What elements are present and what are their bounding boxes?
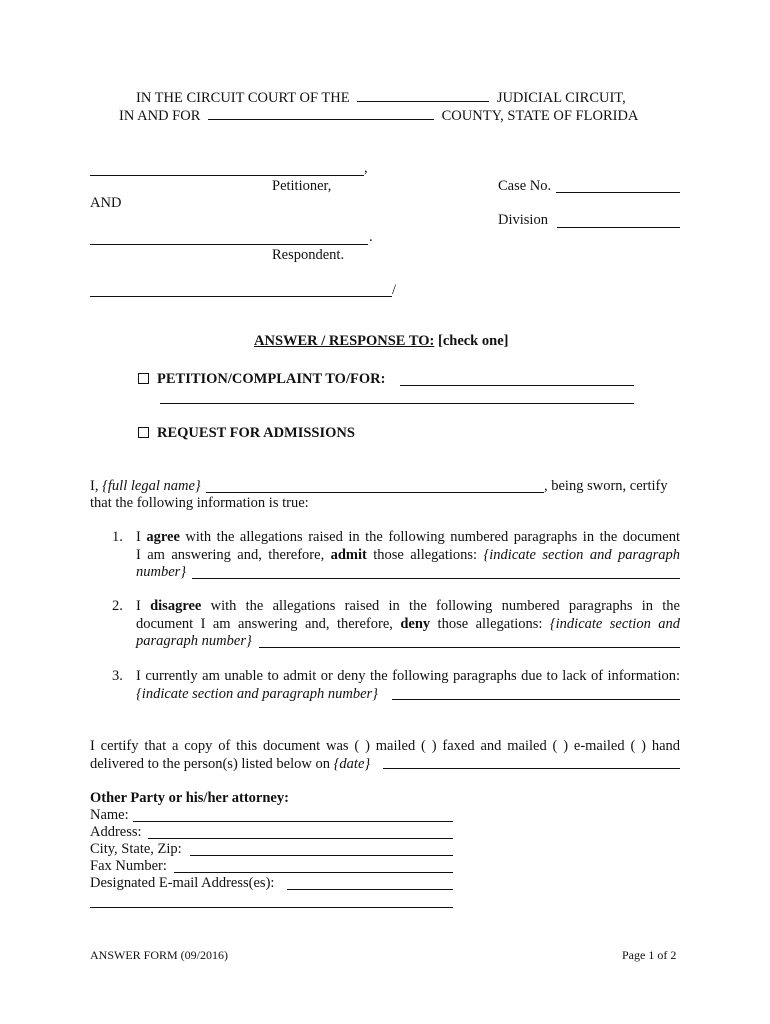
item-2-number: 2. xyxy=(112,598,123,614)
email-label: Designated E-mail Address(es): xyxy=(90,875,275,891)
item-1-hint: {indicate section and paragraph xyxy=(483,546,680,563)
attorney-line[interactable] xyxy=(90,296,392,297)
county-blank[interactable] xyxy=(208,118,434,120)
email-field-2[interactable] xyxy=(90,907,453,908)
item-3-number: 3. xyxy=(112,668,123,684)
item-1-l2a: I am answering and, therefore, xyxy=(136,546,331,563)
and-label: AND xyxy=(90,195,122,211)
item-3-hint: {indicate section and paragraph number} xyxy=(136,685,378,702)
case-no-label: Case No. xyxy=(498,178,552,194)
court-header-pre-2: IN AND FOR xyxy=(119,108,201,124)
item-1-agree: agree xyxy=(146,529,180,545)
footer-form-id: ANSWER FORM (09/2016) xyxy=(90,948,229,962)
address-field[interactable] xyxy=(148,838,453,839)
form-title-suffix: [check one] xyxy=(437,333,509,349)
respondent-period: . xyxy=(369,229,373,245)
address-label: Address: xyxy=(90,824,142,840)
item-2-disagree: disagree xyxy=(150,598,202,614)
item-2-l1a: I xyxy=(136,598,151,614)
option-petition-label: PETITION/COMPLAINT TO/FOR: xyxy=(157,371,386,387)
court-header-line-1 xyxy=(136,90,626,107)
division-field[interactable] xyxy=(557,227,680,228)
item-1-number: 1. xyxy=(112,529,123,545)
item-2-text xyxy=(136,598,680,651)
respondent-label: Respondent. xyxy=(272,247,345,263)
item-2-deny: deny xyxy=(400,615,431,632)
court-header-line-2 xyxy=(119,108,638,125)
intro-line-1 xyxy=(90,478,201,495)
caption-slash: / xyxy=(392,282,397,298)
name-hint: {full legal name} xyxy=(102,478,201,494)
petitioner-comma: , xyxy=(364,160,368,176)
item-2-field[interactable] xyxy=(259,647,680,648)
court-header-pre: IN THE CIRCUIT COURT OF THE xyxy=(136,90,350,106)
item-1-field[interactable] xyxy=(192,578,680,579)
item-1-l1a: I xyxy=(136,529,147,545)
fax-label: Fax Number: xyxy=(90,858,167,874)
city-field[interactable] xyxy=(190,855,453,856)
other-party-heading: Other Party or his/her attorney: xyxy=(90,790,289,806)
option-admissions xyxy=(138,425,355,442)
item-1-l1c: with the allegations raised in the following numbered paragraphs in the document xyxy=(179,529,680,545)
item-3-text xyxy=(136,668,680,703)
city-label: City, State, Zip: xyxy=(90,841,182,857)
form-title xyxy=(254,333,508,350)
email-field[interactable] xyxy=(287,889,453,890)
item-2-hint-end: paragraph number} xyxy=(136,633,252,649)
option-admissions-label: REQUEST FOR ADMISSIONS xyxy=(157,425,355,441)
certify-line-1: I certify that a copy of this document was ( ) mailed ( ) faxed and mailed ( ) e-mailed ( ) hand xyxy=(90,738,680,754)
item-1-admit: admit xyxy=(330,546,367,563)
item-2-l2c: those allegations: xyxy=(430,615,550,632)
item-2-hint: {indicate section and xyxy=(549,615,681,632)
fax-field[interactable] xyxy=(174,872,453,873)
court-header-post: JUDICIAL CIRCUIT, xyxy=(496,90,626,106)
case-no-field[interactable] xyxy=(556,192,680,193)
item-1-hint-end: number} xyxy=(136,564,187,580)
item-3-field[interactable] xyxy=(392,699,680,700)
item-3-l1: I currently am unable to admit or deny the following paragraphs due to lack of information: xyxy=(136,668,680,684)
intro-line-2: that the following information is true: xyxy=(90,495,309,511)
intro-suffix: , being sworn, certify xyxy=(544,478,668,494)
name-label: Name: xyxy=(90,807,129,823)
item-1-l2c: those allegations: xyxy=(366,546,484,563)
court-header-post-2: COUNTY, STATE OF FLORIDA xyxy=(441,108,639,124)
petition-checkbox[interactable] xyxy=(138,373,149,384)
date-hint: {date} xyxy=(333,756,371,772)
admissions-checkbox[interactable] xyxy=(138,427,149,438)
certify-line-2: delivered to the person(s) listed below on xyxy=(90,756,334,772)
petitioner-line[interactable] xyxy=(90,175,364,176)
name-field[interactable] xyxy=(133,821,453,822)
item-2-l1c: with the allegations raised in the following numbered paragraphs in the xyxy=(201,598,680,614)
division-label: Division xyxy=(498,212,548,228)
option-petition xyxy=(138,371,385,388)
item-1-text xyxy=(136,529,680,582)
item-2-l2a: document I am answering and, therefore, xyxy=(136,615,401,632)
footer-page-number: Page 1 of 2 xyxy=(622,948,677,962)
petitioner-label: Petitioner, xyxy=(272,178,332,194)
date-field[interactable] xyxy=(383,768,680,769)
circuit-blank[interactable] xyxy=(357,100,489,102)
form-title-main: ANSWER / RESPONSE TO: xyxy=(254,333,435,349)
petition-line-2[interactable] xyxy=(160,403,634,404)
petition-line-1[interactable] xyxy=(400,385,634,386)
respondent-line[interactable] xyxy=(90,244,368,245)
full-name-field[interactable] xyxy=(206,492,544,493)
intro-prefix: I, xyxy=(90,478,103,494)
